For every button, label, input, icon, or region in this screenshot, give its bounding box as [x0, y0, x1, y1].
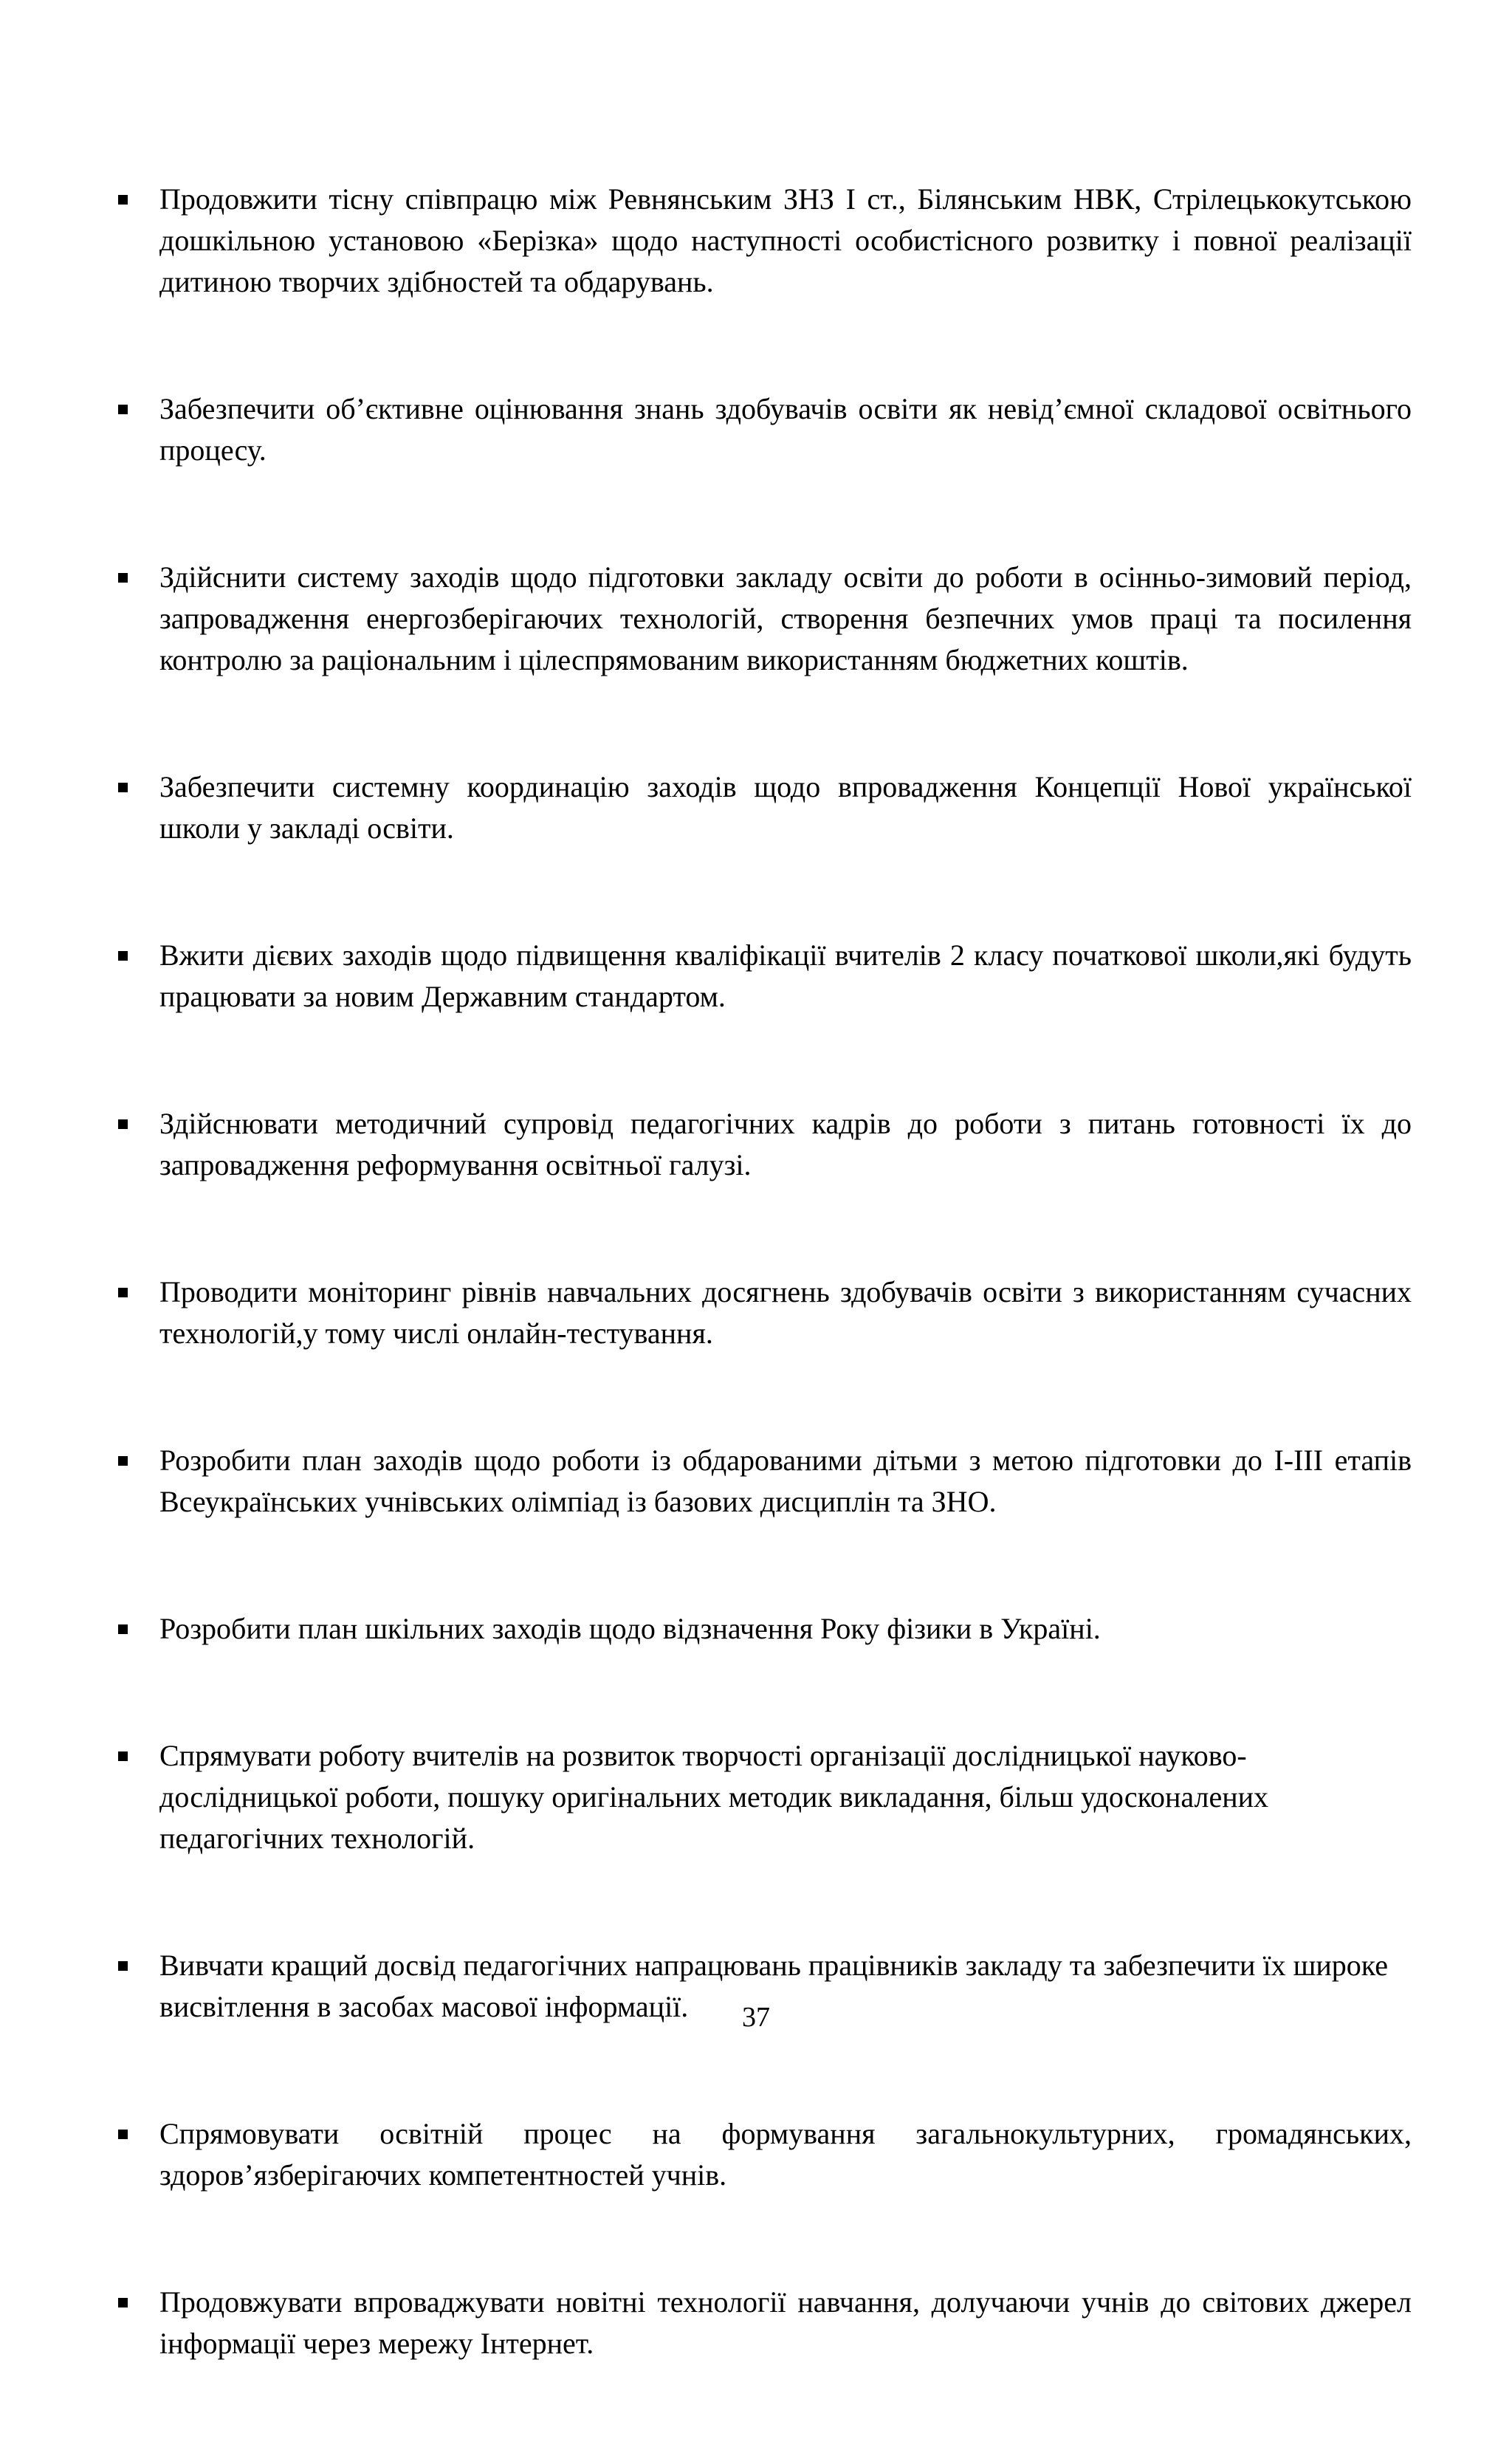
square-bullet-icon [118, 1456, 128, 1466]
square-bullet-icon [118, 195, 128, 205]
list-item-text: Забезпечити об’єктивне оцінювання знань здобувачів освіти як невід’ємної складової освітнього процесу. [159, 392, 1412, 467]
list-item [118, 179, 1412, 303]
page-number: 37 [742, 2002, 770, 2033]
list-item-text: Здійснити систему заходів щодо підготовки закладу освіти до роботи в осінньо-зимовий період, запровадження енергозберігаючих технологій, створення безпечних умов праці та посилення контролю за раціональним і цілеспрямованим використанням бюджетних коштів. [159, 560, 1412, 676]
square-bullet-icon [118, 951, 128, 961]
square-bullet-icon [118, 1119, 128, 1129]
square-bullet-icon [118, 1751, 128, 1761]
list-item-text: Продовжувати впроваджувати новітні технології навчання, долучаючи учнів до світових джерел інформації через мережу Інтернет. [159, 2285, 1412, 2360]
square-bullet-icon [118, 1288, 128, 1297]
list-item-text: Продовжити тісну співпрацю між Ревнянським ЗНЗ І ст., Білянським НВК, Стрілецькокутською дошкільною установою «Берізка» щодо наступності особистісного розвитку і повної реалізації дитиною творчих здібностей та обдарувань. [159, 182, 1412, 298]
square-bullet-icon [118, 2298, 128, 2307]
square-bullet-icon [118, 783, 128, 792]
square-bullet-icon [118, 1624, 128, 1634]
square-bullet-icon [118, 2130, 128, 2139]
list-item [118, 388, 1412, 471]
list-item [118, 935, 1412, 1018]
list-item [118, 1440, 1412, 1523]
list-item [118, 1608, 1412, 1650]
list-item-text: Розробити план заходів щодо роботи із обдарованими дітьми з метою підготовки до І-ІІІ етапів Всеукраїнських учнівських олімпіад із базових дисциплін та ЗНО. [159, 1444, 1412, 1518]
square-bullet-icon [118, 405, 128, 414]
list-item-text: Спрямовувати освітній процес на формування загальнокультурних, громадянських, здоров’язберігаючих компетентностей учнів. [159, 2117, 1412, 2192]
list-item [118, 557, 1412, 681]
list-item [118, 2113, 1412, 2196]
task-list [118, 179, 1412, 2450]
list-item [118, 1735, 1412, 1859]
list-item [118, 766, 1412, 849]
list-item-text: Вивчати кращий досвід педагогічних напрацювань працівників закладу та забезпечити їх широке висвітлення в засобах масової інформації. [159, 1949, 1388, 2023]
list-item-text: Забезпечити системну координацію заходів щодо впровадження Концепції Нової української школи у закладі освіти. [159, 770, 1412, 845]
list-item [118, 1272, 1412, 1354]
list-item [118, 2282, 1412, 2364]
square-bullet-icon [118, 573, 128, 583]
list-item-text: Вжити дієвих заходів щодо підвищення кваліфікації вчителів 2 класу початкової школи,які будуть працювати за новим Державним стандартом. [159, 939, 1412, 1013]
list-item-text: Розробити план шкільних заходів щодо відзначення Року фізики в Україні. [159, 1612, 1101, 1645]
list-item-text: Здійснювати методичний супровід педагогічних кадрів до роботи з питань готовності їх до запровадження реформування освітньої галузі. [159, 1107, 1412, 1181]
list-item-text: Проводити моніторинг рівнів навчальних досягнень здобувачів освіти з використанням сучасних технологій,у тому числі онлайн-тестування. [159, 1275, 1412, 1350]
square-bullet-icon [118, 1961, 128, 1971]
list-item [118, 1103, 1412, 1186]
list-item-text: Спрямувати роботу вчителів на розвиток творчості організації дослідницької науково-дослідницької роботи, пошуку оригінальних методик викладання, більш удосконалених педагогічних технологій. [159, 1739, 1269, 1855]
